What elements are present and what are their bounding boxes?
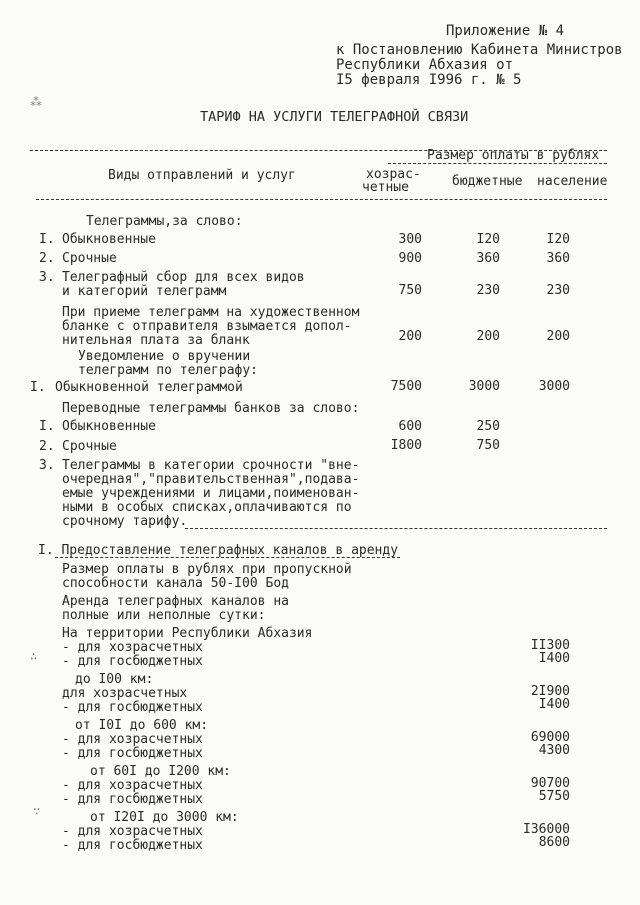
lease-row-value: I400 [538,697,570,712]
row-label: Телеграфный сбор для всех видов [62,270,305,285]
lease-row-label: для хозрасчетных [62,686,188,701]
col-population-header: население [537,174,608,189]
lease-row-value: 5750 [538,789,570,804]
row-label: Обыкновенные [62,419,156,434]
value-budget: 200 [476,329,500,344]
lease-sub-1: Размер оплаты в рублях при пропускной [62,562,352,577]
note-line: Телеграммы в категории срочности "вне- [62,458,360,473]
value-selfsupport: 300 [398,232,422,247]
section-title-telegrams: Телеграммы,за слово: [86,214,243,229]
lease-group-title: от I20I до 3000 км: [90,810,239,825]
value-selfsupport: 7500 [390,379,422,394]
note-line: очередная","правительственная",подава- [62,472,360,487]
value-selfsupport: 600 [398,419,422,434]
value-population: 360 [546,251,570,266]
note-line: емые учреждениями и лицами,поименован- [62,486,360,501]
document-title: ТАРИФ НА УСЛУГИ ТЕЛЕГРАФНОЙ СВЯЗИ [200,109,469,125]
col-payment-header: Размер оплаты в рублях [427,148,600,163]
value-population: 200 [546,329,570,344]
lease-group-title: до I00 км: [75,672,154,687]
value-population: I20 [546,232,570,247]
lease-row-label: - для госбюджетных [62,654,203,669]
value-budget: 3000 [468,379,500,394]
lease-row-label: - для госбюджетных [62,700,203,715]
value-population: 230 [546,283,570,298]
row-num: 3. [39,458,55,473]
row-num: I. [39,419,55,434]
lease-row-label: - для госбюджетных [62,746,203,761]
lease-sub-2: способности канала 50-I00 Бод [62,576,289,591]
decree-line-2: Республики Абхазия от [336,57,514,73]
value-budget: 750 [476,438,500,453]
lease-row-value: 4300 [538,743,570,758]
notice-title-1: Уведомление о вручении [78,349,251,364]
note-line: срочному тарифу. [62,514,188,529]
margin-smudge: ∵ [33,804,41,818]
value-selfsupport: 200 [398,329,422,344]
lease-row-value: 69000 [530,730,570,745]
lease-row-label: - для госбюджетных [62,792,203,807]
row-label: бланке с отправителя взымается допол- [62,319,352,334]
lease-row-label: - для госбюджетных [62,838,203,853]
row-label: При приеме телеграмм на художественном [62,305,360,320]
lease-title: I. Предоставление телеграфных каналов в аренду [38,543,399,558]
col-budget-header: бюджетные [452,174,523,189]
appendix-label: Приложение № 4 [446,23,565,39]
margin-smudge: ⁂ [30,95,42,109]
lease-row-label: - для хозрасчетных [62,778,203,793]
margin-smudge: ∴ [30,649,38,663]
decree-line-1: к Постановлению Кабинета Министров [336,42,623,58]
lease-sub-4: полные или неполные сутки: [62,608,266,623]
col-selfsupport-header-1: хозрас- [366,167,421,182]
section-rule [185,528,607,529]
lease-row-value: I400 [538,651,570,666]
row-label: нительная плата за бланк [62,333,250,348]
row-label: и категорий телеграмм [62,284,227,299]
lease-row-value: 8600 [538,835,570,850]
value-budget: I20 [476,232,500,247]
row-num: 3. [39,270,55,285]
row-num: I. [39,232,55,247]
payment-underline [388,163,607,164]
row-label: Обыкновенные [62,232,156,247]
value-budget: 230 [476,283,500,298]
header-rule-bottom [36,199,607,200]
lease-group-title: от I0I до 600 км: [75,718,209,733]
value-selfsupport: 900 [398,251,422,266]
row-label: Срочные [62,251,117,266]
notice-title-2: телеграмм по телеграфу: [78,363,259,378]
value-selfsupport: I800 [390,438,422,453]
value-population: 3000 [538,379,570,394]
row-num: I. [30,380,46,395]
row-label: Обыкновенной телеграммой [55,380,243,395]
row-label: Срочные [62,439,117,454]
row-num: 2. [39,251,55,266]
lease-row-value: I36000 [523,822,570,837]
col-selfsupport-header-2: четные [362,180,409,195]
value-budget: 360 [476,251,500,266]
transfer-title: Переводные телеграммы банков за слово: [62,401,360,416]
lease-underline [55,557,400,558]
col-services-header: Виды отправлений и услуг [108,168,296,183]
lease-row-label: - для хозрасчетных [62,640,203,655]
value-budget: 250 [476,419,500,434]
lease-group-title: На территории Республики Абхазия [62,626,313,641]
lease-group-title: от 60I до I200 км: [90,764,231,779]
decree-line-3: I5 февраля I996 г. № 5 [336,72,522,88]
lease-row-value: II300 [530,638,570,653]
lease-sub-3: Аренда телеграфных каналов на [62,594,289,609]
lease-row-label: - для хозрасчетных [62,732,203,747]
lease-row-label: - для хозрасчетных [62,824,203,839]
note-line: ными в особых списках,оплачиваются по [62,500,352,515]
lease-row-value: 90700 [530,776,570,791]
lease-row-value: 2I900 [530,684,570,699]
row-num: 2. [39,439,55,454]
value-selfsupport: 750 [398,283,422,298]
